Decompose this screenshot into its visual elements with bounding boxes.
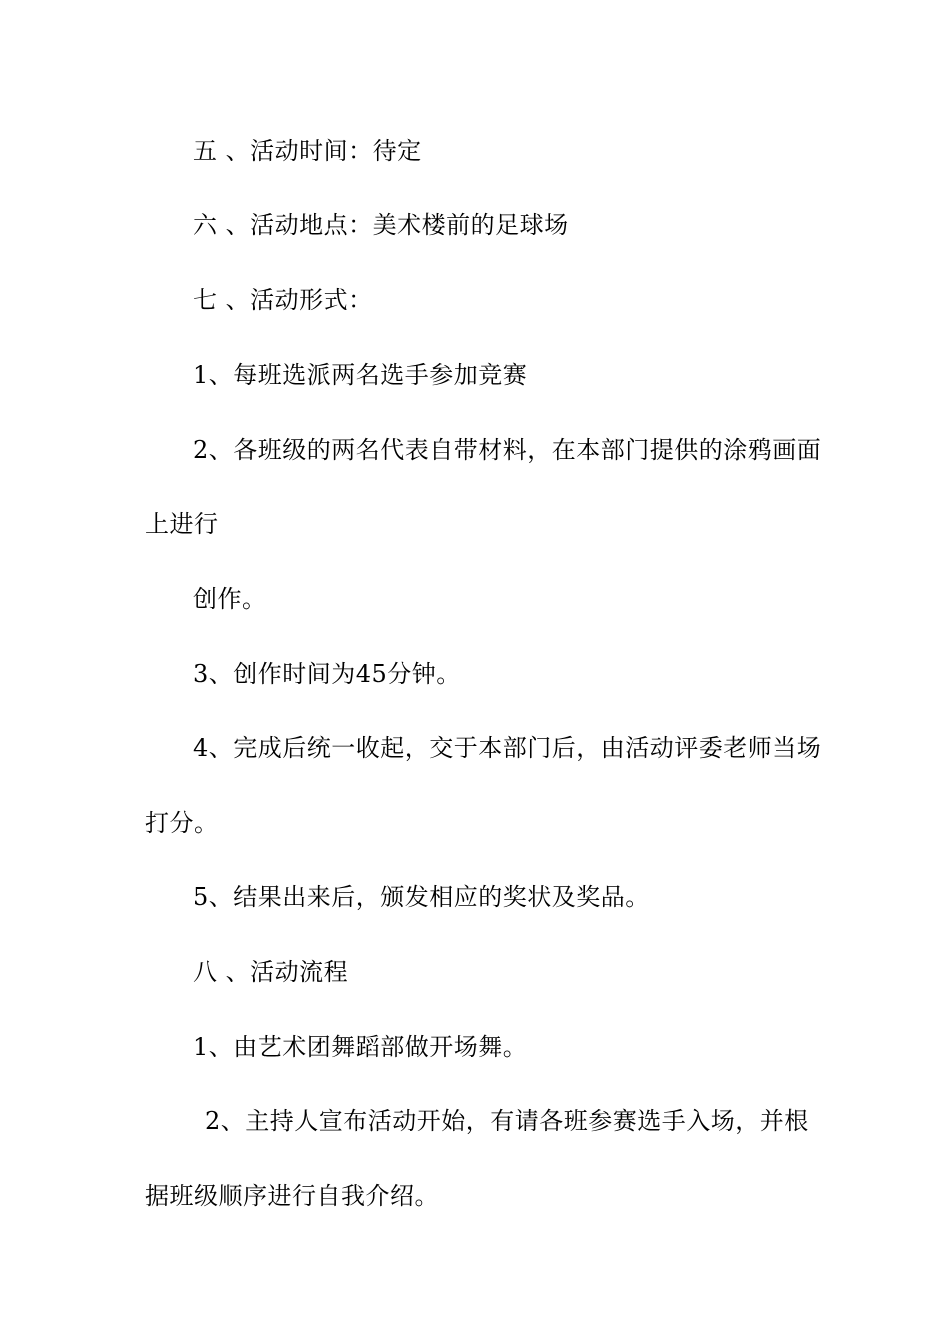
format-item-4-cont: 打分。 (145, 809, 219, 837)
section-eight-process: 八 、活动流程 (193, 958, 349, 986)
format-item-2-cont2: 创作。 (193, 585, 267, 613)
process-item-1: 1、由艺术团舞蹈部做开场舞。 (193, 1033, 528, 1061)
format-item-4: 4、完成后统一收起，交于本部门后，由活动评委老师当场 (193, 734, 822, 762)
format-item-2: 2、各班级的两名代表自带材料，在本部门提供的涂鸦画面 (193, 436, 822, 464)
format-item-1: 1、每班选派两名选手参加竞赛 (193, 361, 528, 389)
process-item-2-cont: 据班级顺序进行自我介绍。 (145, 1182, 439, 1210)
format-item-2-cont: 上进行 (145, 510, 219, 538)
format-item-3: 3、创作时间为45分钟。 (193, 660, 461, 688)
process-item-2: 2、主持人宣布活动开始，有请各班参赛选手入场，并根 (205, 1107, 809, 1135)
section-seven-format: 七 、活动形式： (193, 286, 373, 314)
format-item-5: 5、结果出来后，颁发相应的奖状及奖品。 (193, 883, 650, 911)
section-five-time: 五 、活动时间：待定 (193, 137, 422, 165)
section-six-location: 六 、活动地点：美术楼前的足球场 (193, 211, 569, 239)
